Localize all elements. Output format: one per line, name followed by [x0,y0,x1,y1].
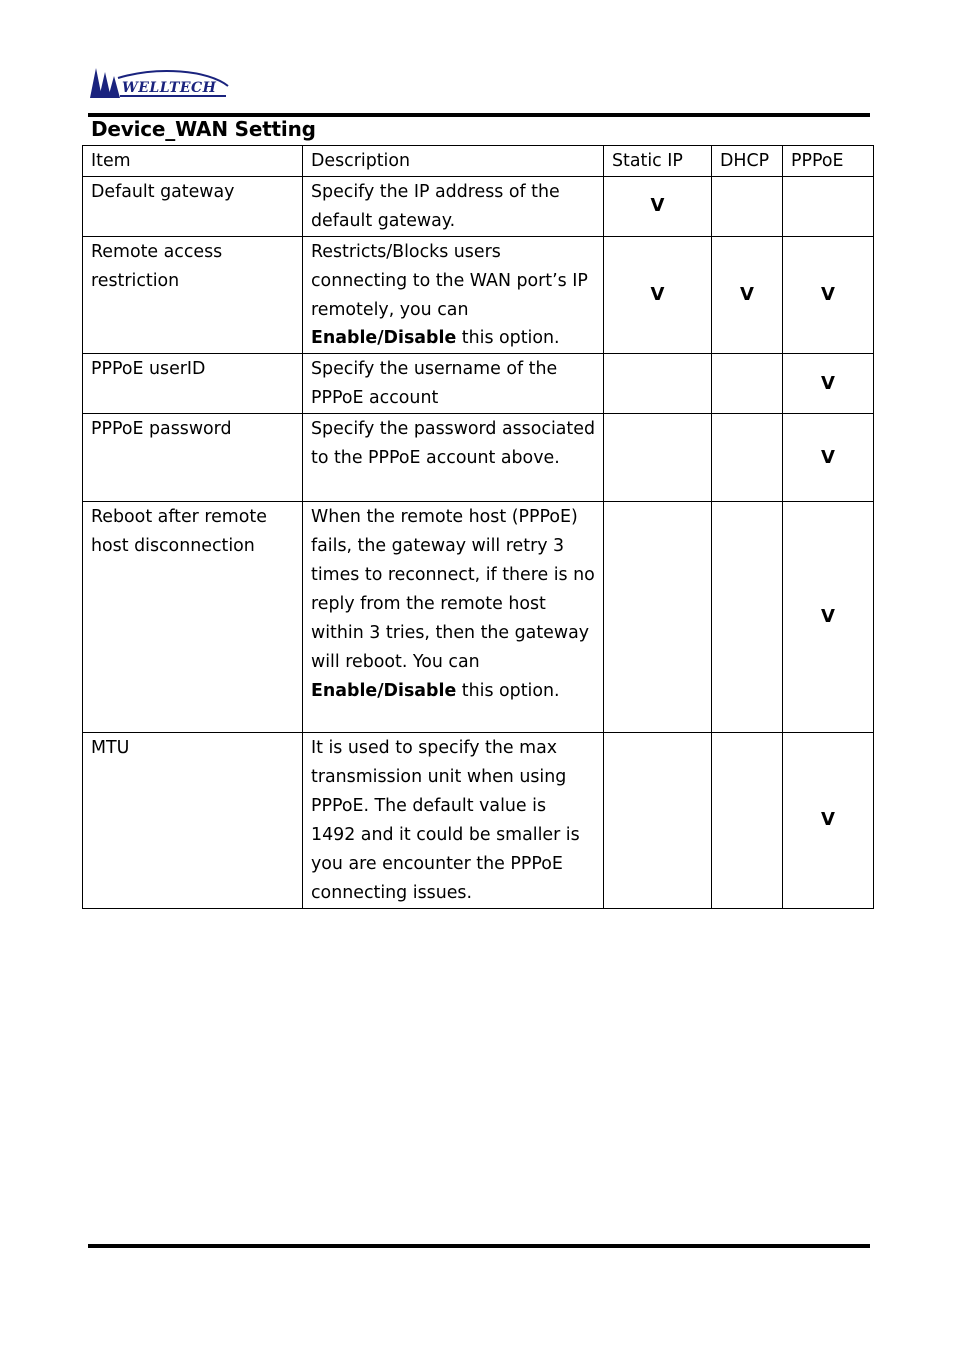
row-pppoe-mark: V [783,733,874,908]
row-dhcp-mark [712,733,783,908]
footer-rule [88,1244,870,1248]
wan-setting-table [82,145,874,909]
row-description: Specify the password associated to the PPPoE account above. [303,414,604,502]
logo-text: WELLTECH [122,80,217,96]
row-item: Remote access restriction [83,236,303,354]
row-item: Default gateway [83,176,303,236]
table-row [83,354,874,414]
row-item: PPPoE password [83,414,303,502]
column-header-description: Description [303,146,604,177]
row-pppoe-mark: V [783,502,874,733]
table-row [83,236,874,354]
row-description: Specify the IP address of the default gateway. [303,176,604,236]
row-static-ip-mark: V [604,236,712,354]
welltech-logo [88,64,230,100]
column-header-item: Item [83,146,303,177]
row-dhcp-mark [712,354,783,414]
row-pppoe-mark: V [783,414,874,502]
description-text-tail: this option. [456,680,560,701]
column-header-static-ip: Static IP [604,146,712,177]
row-item: MTU [83,733,303,908]
column-header-pppoe: PPPoE [783,146,874,177]
table-header-row [83,146,874,177]
section-title: Device_WAN Setting [91,117,316,141]
description-text: Restricts/Blocks users connecting to the WAN port’s IP remotely, you can [311,241,588,320]
row-item: PPPoE userID [83,354,303,414]
row-static-ip-mark [604,502,712,733]
row-dhcp-mark [712,414,783,502]
row-description: It is used to specify the max transmission unit when using PPPoE. The default value is 1492 and it could be smaller is you are encounter the PPPoE connecting issues. [303,733,604,908]
table-row [83,414,874,502]
row-static-ip-mark [604,733,712,908]
row-item: Reboot after remote host disconnection [83,502,303,733]
table-row [83,176,874,236]
description-emphasis: Enable/Disable [311,328,457,349]
row-dhcp-mark [712,502,783,733]
row-pppoe-mark: V [783,354,874,414]
row-static-ip-mark [604,354,712,414]
description-emphasis: Enable/Disable [311,680,457,701]
column-header-dhcp: DHCP [712,146,783,177]
row-static-ip-mark: V [604,176,712,236]
row-dhcp-mark: V [712,236,783,354]
description-text: When the remote host (PPPoE) fails, the gateway will retry 3 times to reconnect, if there is no reply from the remote host within 3 tries, then the gateway will reboot. You can [311,507,595,672]
description-text-tail: this option. [456,328,560,349]
row-description [303,236,604,354]
row-dhcp-mark [712,176,783,236]
table-row [83,733,874,908]
table-row [83,502,874,733]
row-description: Specify the username of the PPPoE account [303,354,604,414]
row-pppoe-mark: V [783,236,874,354]
row-description [303,502,604,733]
row-static-ip-mark [604,414,712,502]
row-pppoe-mark [783,176,874,236]
